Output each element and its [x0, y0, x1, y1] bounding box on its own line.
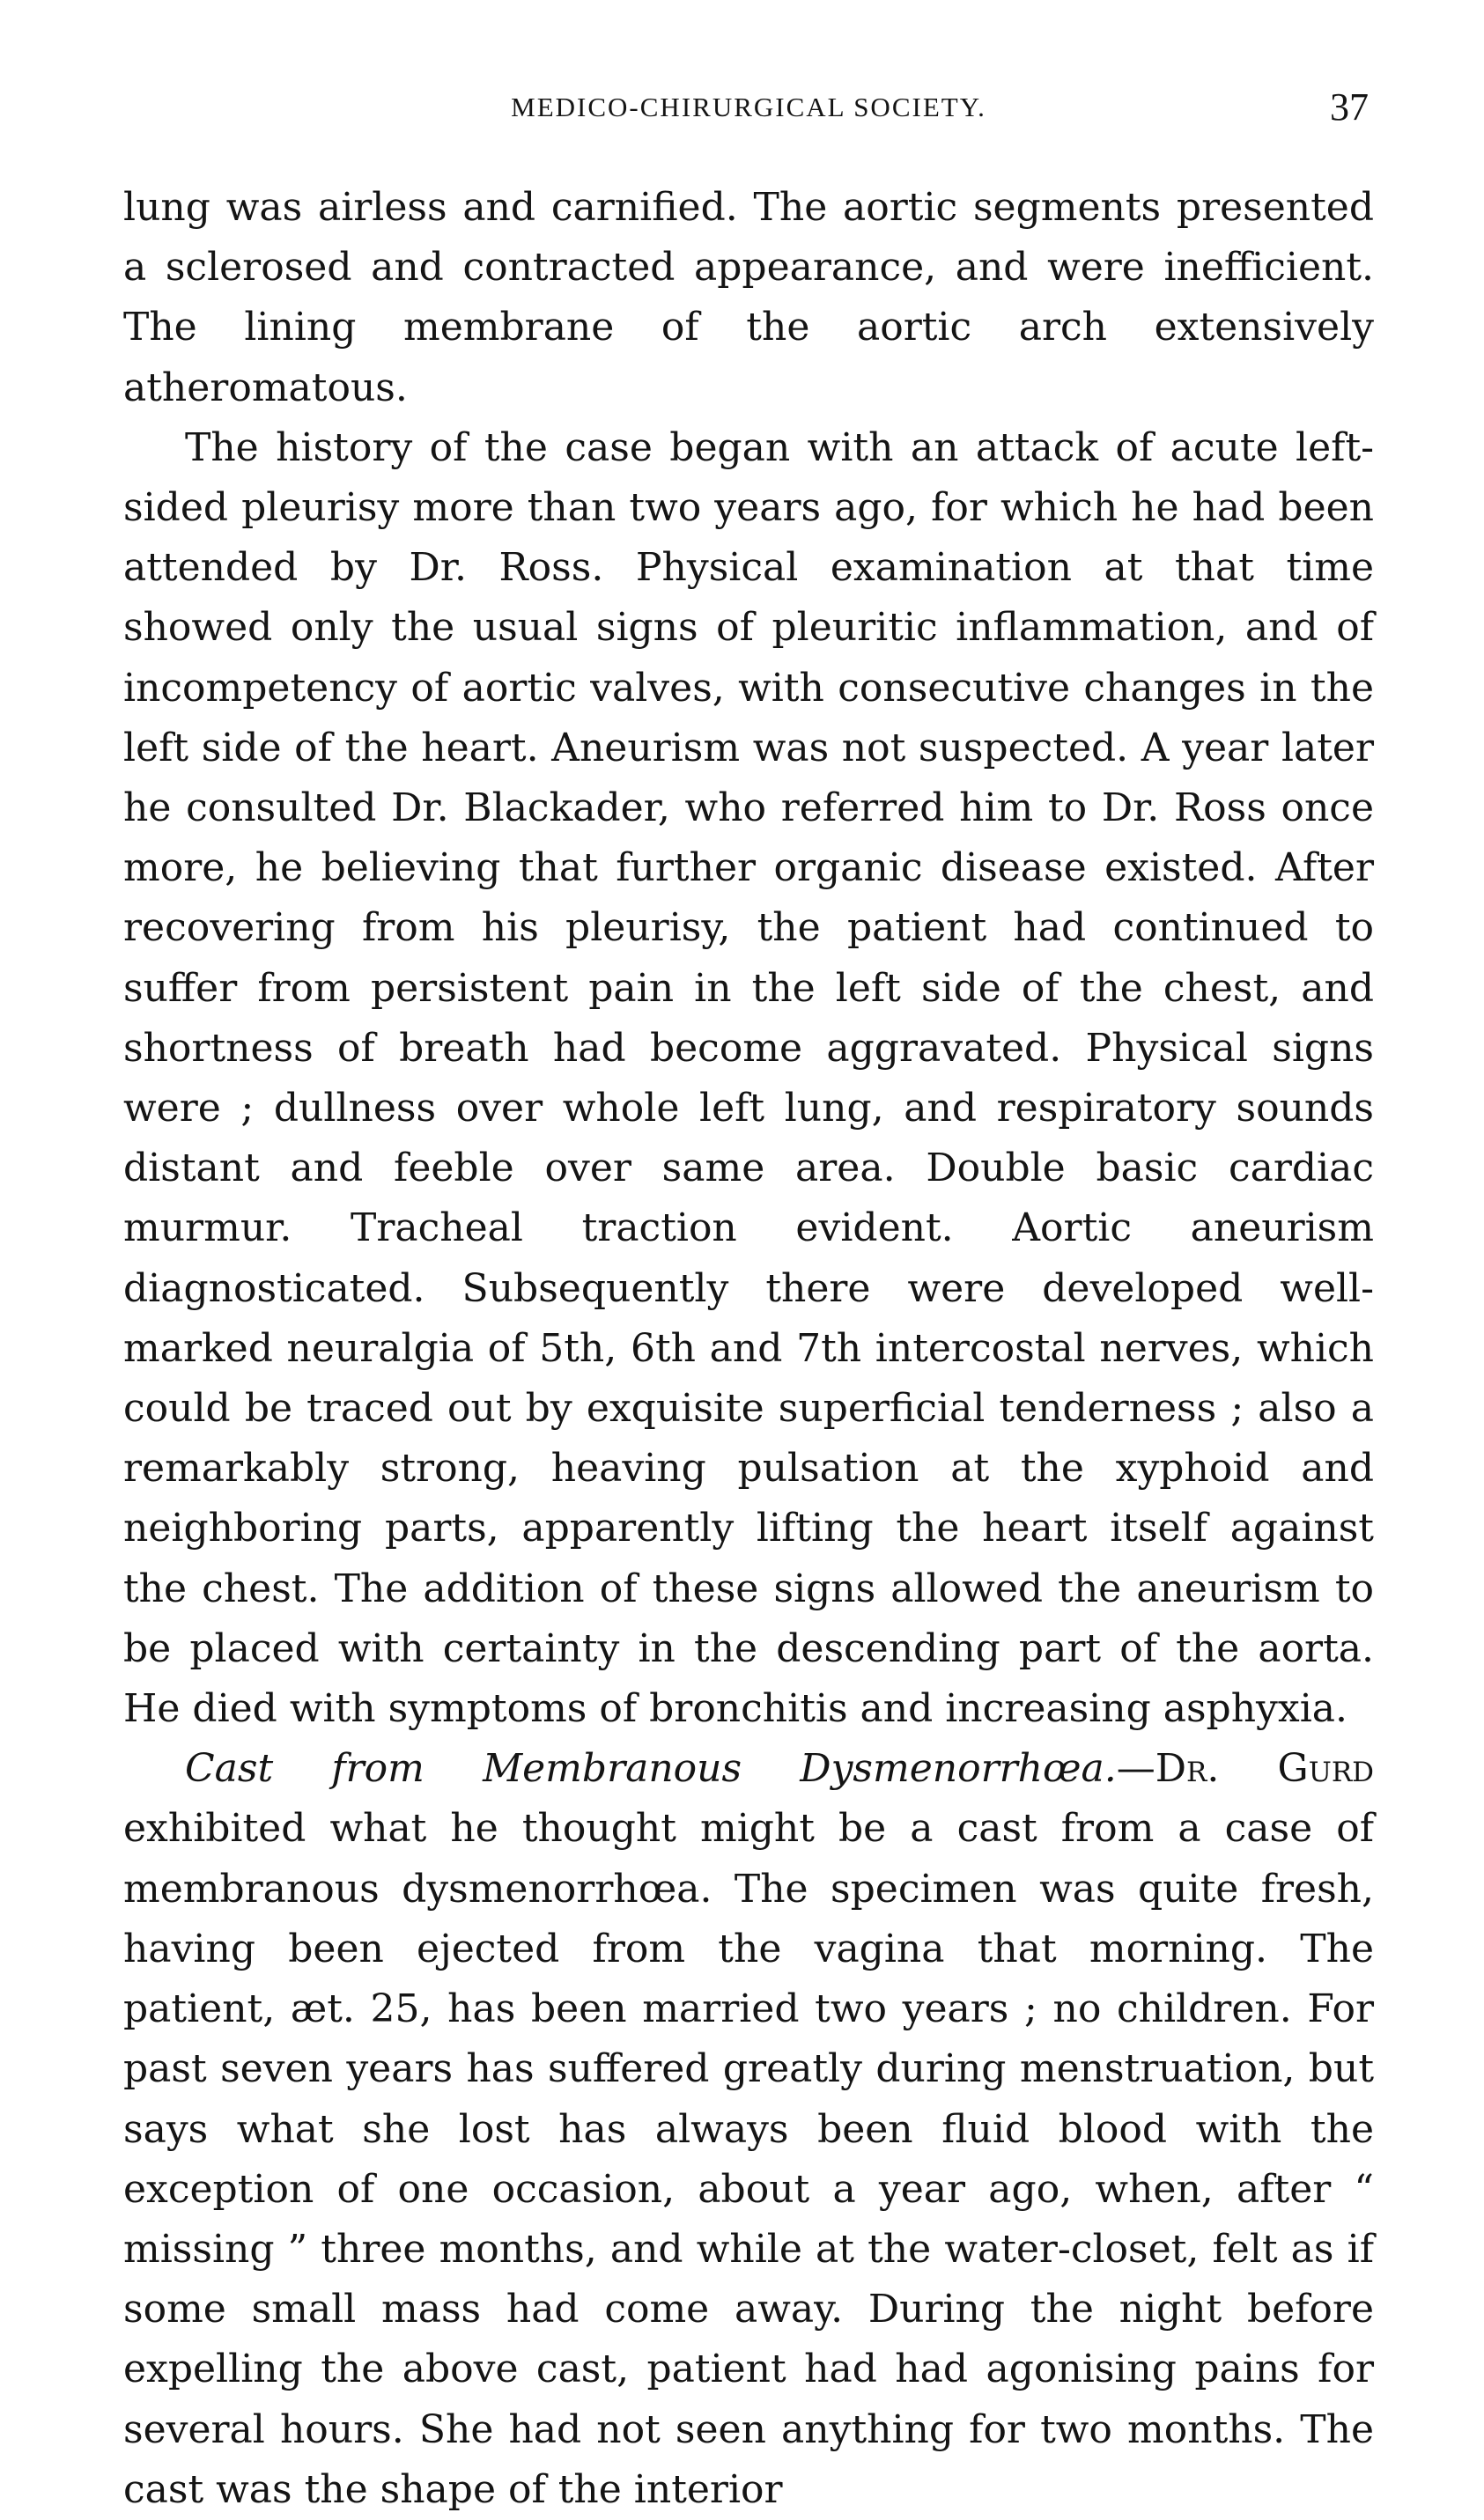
body-text	[123, 178, 1374, 2520]
heading-dash: —	[1116, 1746, 1155, 1792]
paragraph-membranous-dysmenorrhoea	[123, 1739, 1374, 2520]
running-title: MEDICO-CHIRURGICAL SOCIETY.	[511, 92, 986, 122]
running-header	[123, 85, 1374, 144]
paragraph-continuation: lung was airless and carnified. The aortic segments presented a sclerosed and contracted appearance, and were inefficient. The lining membrane of the aortic arch extensively atheromatous.	[123, 185, 1374, 410]
section-heading: Cast from Membranous Dysmenorrhœa.	[185, 1746, 1117, 1792]
paragraph-text: exhibited what he thought might be a cast from a case of membranous dysmenorrhœa. The specimen was quite fresh, having been ejected from the vagina that morning. The patient, æt. 25, has been married two years ; no children. For past seven years has suffered greatly during menstruation, but says what she lost has always been fluid blood with the exception of one occasion, about a year ago, when, after “ missing ” three months, and while at the water-closet, felt as if some small mass had come away. During the night before expelling the above cast, patient had had agonising pains for several hours. She had not seen anything for two months. The cast was the shape of the interior	[123, 1806, 1374, 2512]
page-number: 37	[1330, 85, 1369, 129]
paragraph-case-history: The history of the case began with an attack of acute left-sided pleurisy more than two years ago, for which he had been attended by Dr. Ross. Physical examination at that time showed only the usual signs of pleuritic inflammation, and of incompetency of aortic valves, with consecutive changes in the left side of the heart. Aneurism was not suspected. A year later he consulted Dr. Blackader, who referred him to Dr. Ross once more, he believing that further organic disease existed. After recovering from his pleurisy, the patient had continued to suffer from persistent pain in the left side of the chest, and shortness of breath had become aggravated. Physical signs were ; dullness over whole left lung, and respiratory sounds distant and feeble over same area. Double basic cardiac murmur. Tracheal traction evident. Aortic aneurism diagnosticated. Subsequently there were developed well-marked neuralgia of 5th, 6th and 7th intercostal nerves, which could be traced out by exquisite superficial tenderness ; also a remarkably strong, heaving pulsation at the xyphoid and neighboring parts, apparently lifting the heart itself against the chest. The addition of these signs allowed the aneurism to be placed with certainty in the descending part of the aorta. He died with symptoms of bronchitis and increasing asphyxia.	[123, 424, 1374, 1732]
speaker-name: Dr. Gurd	[1155, 1746, 1375, 1792]
